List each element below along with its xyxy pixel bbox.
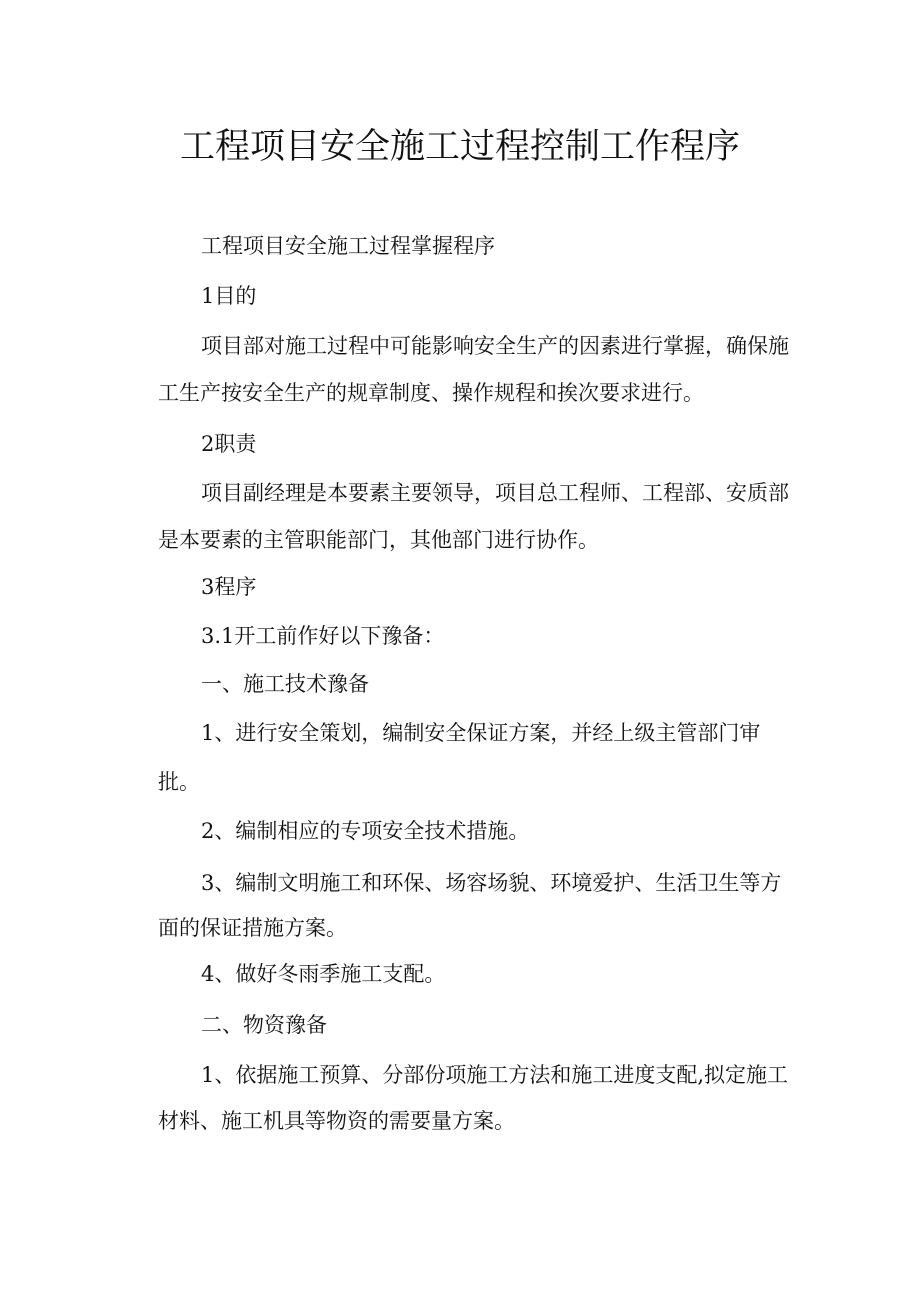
section-heading-procedure: 3程序 <box>201 575 257 599</box>
list-item: 2、编制相应的专项安全技术措施。 <box>201 819 530 843</box>
list-item: 4、做好冬雨季施工支配。 <box>201 962 446 986</box>
list-item-continuation: 面的保证措施方案。 <box>158 916 347 940</box>
paragraph-line: 项目副经理是本要素主要领导，项目总工程师、工程部、安质部 <box>201 481 789 505</box>
paragraph-line: 项目部对施工过程中可能影响安全生产的因素进行掌握，确保施 <box>201 334 789 358</box>
subsection-heading: 3.1开工前作好以下豫备： <box>201 624 445 648</box>
list-item-continuation: 材料、施工机具等物资的需要量方案。 <box>158 1109 515 1133</box>
list-item: 3、编制文明施工和环保、场容场貌、环境爱护、生活卫生等方 <box>201 871 782 895</box>
tech-prep-heading: 一、施工技术豫备 <box>201 672 369 696</box>
paragraph-line: 是本要素的主管职能部门，其他部门进行协作。 <box>158 528 599 552</box>
material-prep-heading: 二、物资豫备 <box>201 1013 327 1037</box>
list-item: 1、进行安全策划，编制安全保证方案，并经上级主管部门审 <box>201 721 761 745</box>
document-subtitle: 工程项目安全施工过程掌握程序 <box>201 234 495 258</box>
paragraph-line: 工生产按安全生产的规章制度、操作规程和挨次要求进行。 <box>158 381 704 405</box>
list-item: 1、依据施工预算、分部份项施工方法和施工进度支配,拟定施工 <box>201 1063 789 1087</box>
section-heading-duties: 2职责 <box>201 432 257 456</box>
document-title: 工程项目安全施工过程控制工作程序 <box>180 127 741 167</box>
list-item-continuation: 批。 <box>158 770 200 794</box>
section-heading-purpose: 1目的 <box>201 284 257 308</box>
